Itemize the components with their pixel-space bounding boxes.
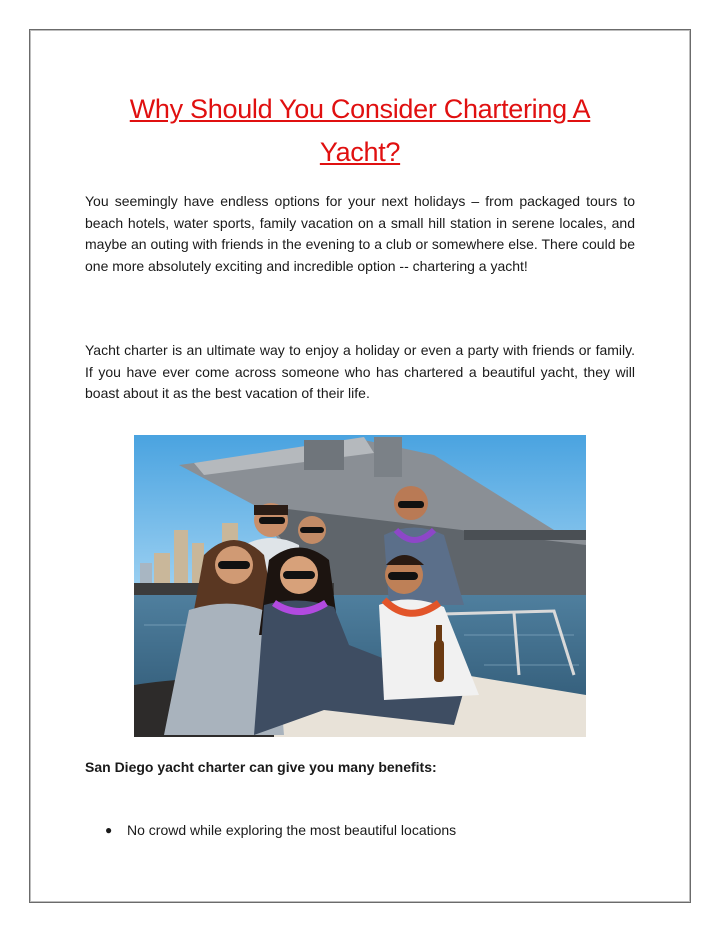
list-item (85, 820, 456, 840)
charter-paragraph: Yacht charter is an ultimate way to enjoy a holiday or even a party with friends or family. If you have ever come across someone who has chartered a beautiful yacht, they will boast about it as the best vacation of their life. (85, 342, 635, 401)
title-line-2: Yacht? (319, 137, 401, 167)
benefits-heading: San Diego yacht charter can give you many benefits: (85, 759, 437, 775)
bullet-icon: ● (105, 823, 113, 837)
benefits-list (85, 820, 456, 840)
intro-paragraph: You seemingly have endless options for your next holidays – from packaged tours to beach hotels, water sports, family vacation on a small hill station in serene locales, and maybe an outing with friends in the evening to a club or somewhere else. There could be one more absolutely exciting and incredible option -- chartering a yacht! (85, 193, 635, 274)
yacht-party-photo (134, 435, 586, 737)
document-title (100, 88, 620, 174)
bullet-text: No crowd while exploring the most beautiful locations (127, 822, 457, 838)
title-line-1: Why Should You Consider Chartering A (129, 94, 591, 124)
